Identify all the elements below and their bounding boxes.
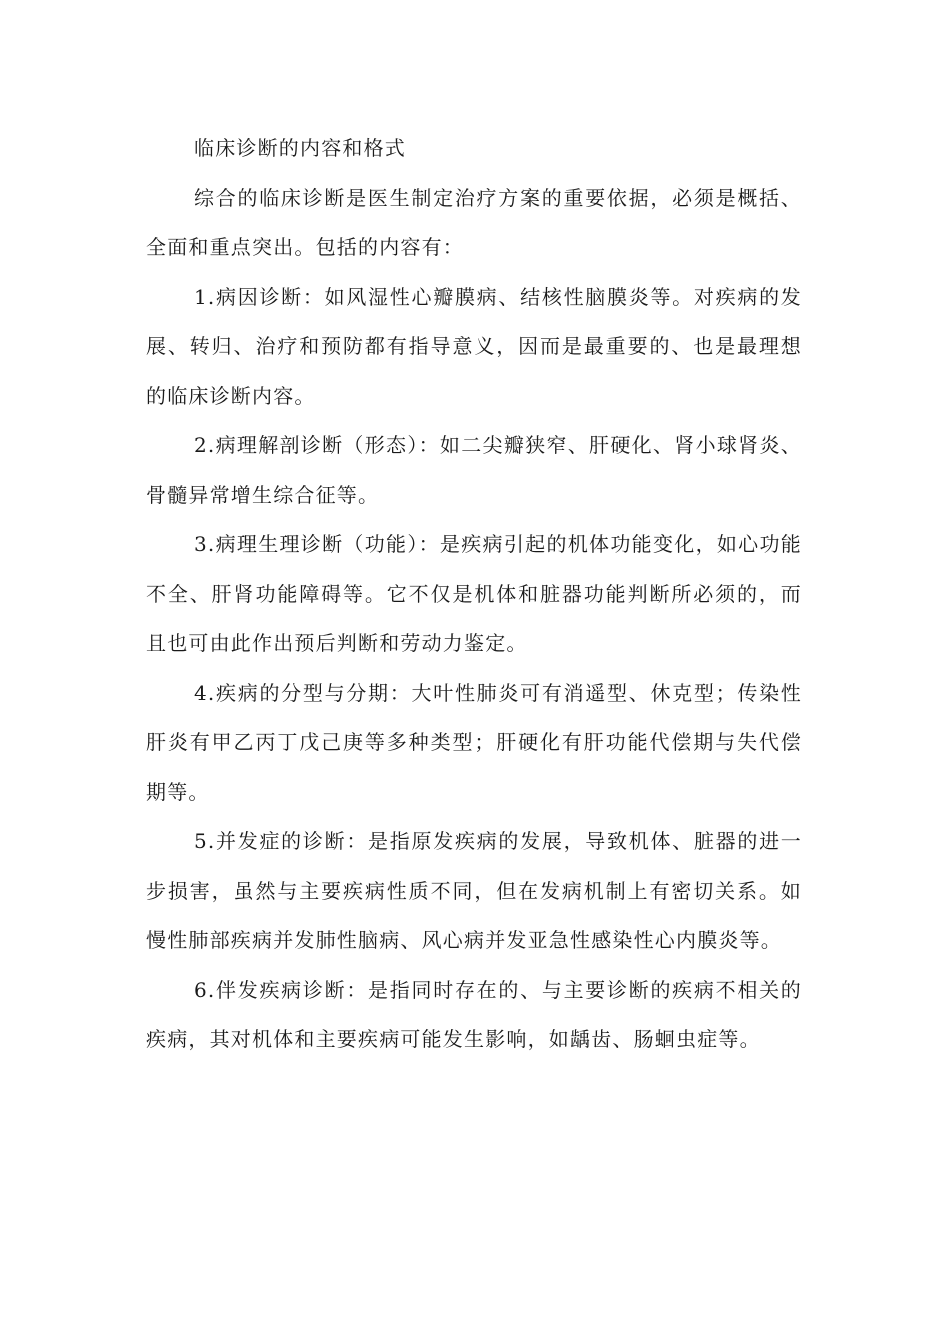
intro-paragraph: 综合的临床诊断是医生制定治疗方案的重要依据，必须是概括、全面和重点突出。包括的内容有： <box>146 185 802 259</box>
pathophysiology-diagnosis-paragraph: 3.病理生理诊断（功能）：是疾病引起的机体功能变化，如心功能不全、肝肾功能障碍等。它不仅是机体和脏器功能判断所必须的，而且也可由此作出预后判断和劳动力鉴定。 <box>146 532 802 655</box>
disease-typing-staging-paragraph: 4.疾病的分型与分期：大叶性肺炎可有消遥型、休克型；传染性肝炎有甲乙丙丁戊己庚等多种类型；肝硬化有肝功能代偿期与失代偿期等。 <box>146 680 802 804</box>
etiology-diagnosis-paragraph: 1.病因诊断：如风湿性心瓣膜病、结核性脑膜炎等。对疾病的发展、转归、治疗和预防都有指导意义，因而是最重要的、也是最理想的临床诊断内容。 <box>146 284 802 408</box>
document-body <box>146 124 802 1065</box>
concomitant-disease-diagnosis-paragraph: 6.伴发疾病诊断：是指同时存在的、与主要诊断的疾病不相关的疾病，其对机体和主要疾病可能发生影响，如龋齿、肠蛔虫症等。 <box>146 977 802 1051</box>
complication-diagnosis-paragraph: 5.并发症的诊断：是指原发疾病的发展，导致机体、脏器的进一步损害，虽然与主要疾病性质不同，但在发病机制上有密切关系。如慢性肺部疾病并发肺性脑病、风心病并发亚急性感染性心内膜炎等。 <box>146 829 802 952</box>
pathological-anatomy-diagnosis-paragraph: 2.病理解剖诊断（形态）：如二尖瓣狭窄、肝硬化、肾小球肾炎、骨髓异常增生综合征等。 <box>146 433 802 507</box>
document-title: 临床诊断的内容和格式 <box>194 136 406 160</box>
